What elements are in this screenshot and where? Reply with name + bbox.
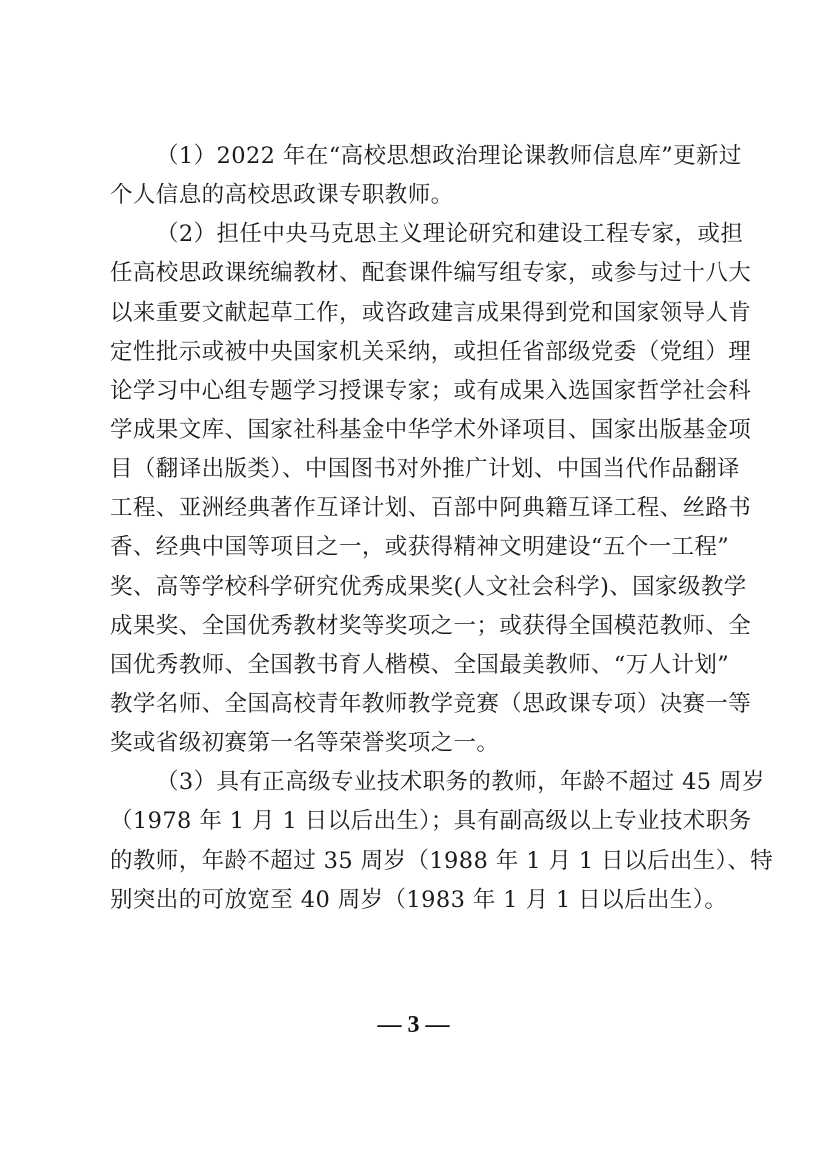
text-line: 国优秀教师、全国教书育人楷模、全国最美教师、“万人计划” <box>110 651 730 678</box>
text-line: 的教师，年龄不超过 35 周岁（1988 年 1 月 1 日以后出生）、特 <box>110 847 774 874</box>
text-line: 任高校思政课统编教材、配套课件编写组专家，或参与过十八大 <box>110 260 752 287</box>
text-line: 香、经典中国等项目之一，或获得精神文明建设“五个一工程” <box>110 534 730 561</box>
text-line: 个人信息的高校思政课专职教师。 <box>110 182 454 209</box>
page-number: — 3 — <box>377 1012 450 1038</box>
text-line: （2）担任中央马克思主义理论研究和建设工程专家，或担 <box>156 221 744 248</box>
paragraph-2 <box>110 215 752 763</box>
text-line: 学成果文库、国家社科基金中华学术外译项目、国家出版基金项 <box>110 416 752 443</box>
text-line: 教学名师、全国高校青年教师教学竞赛（思政课专项）决赛一等 <box>110 690 752 717</box>
text-line: （1）2022 年在“高校思想政治理论课教师信息库”更新过 <box>156 143 742 169</box>
text-line: 奖或省级初赛第一名等荣誉奖项之一。 <box>110 730 500 757</box>
text-line: 目（翻译出版类）、中国图书对外推广计划、中国当代作品翻译 <box>110 456 740 483</box>
text-line: 奖、高等学校科学研究优秀成果奖(人文社会科学)、国家级教学 <box>110 573 747 600</box>
text-line: 论学习中心组专题学习授课专家；或有成果入选国家哲学社会科 <box>110 377 752 404</box>
text-line: 定性批示或被中央国家机关采纳，或担任省部级党委（党组）理 <box>110 338 752 365</box>
text-line: 工程、亚洲经典著作互译计划、百部中阿典籍互译工程、丝路书 <box>110 495 752 522</box>
document-body <box>110 137 774 920</box>
text-line: （3）具有正高级专业技术职务的教师，年龄不超过 45 周岁 <box>156 769 765 796</box>
text-line: 以来重要文献起草工作，或咨政建言成果得到党和国家领导人肯 <box>110 299 752 326</box>
text-line: 别突出的可放宽至 40 周岁（1983 年 1 月 1 日以后出生）。 <box>110 886 728 913</box>
text-line: 成果奖、全国优秀教材奖等奖项之一；或获得全国模范教师、全 <box>110 612 752 639</box>
text-line: （1978 年 1 月 1 日以后出生）；具有副高级以上专业技术职务 <box>110 808 752 835</box>
paragraph-3 <box>110 763 774 920</box>
paragraph-1 <box>110 137 742 215</box>
